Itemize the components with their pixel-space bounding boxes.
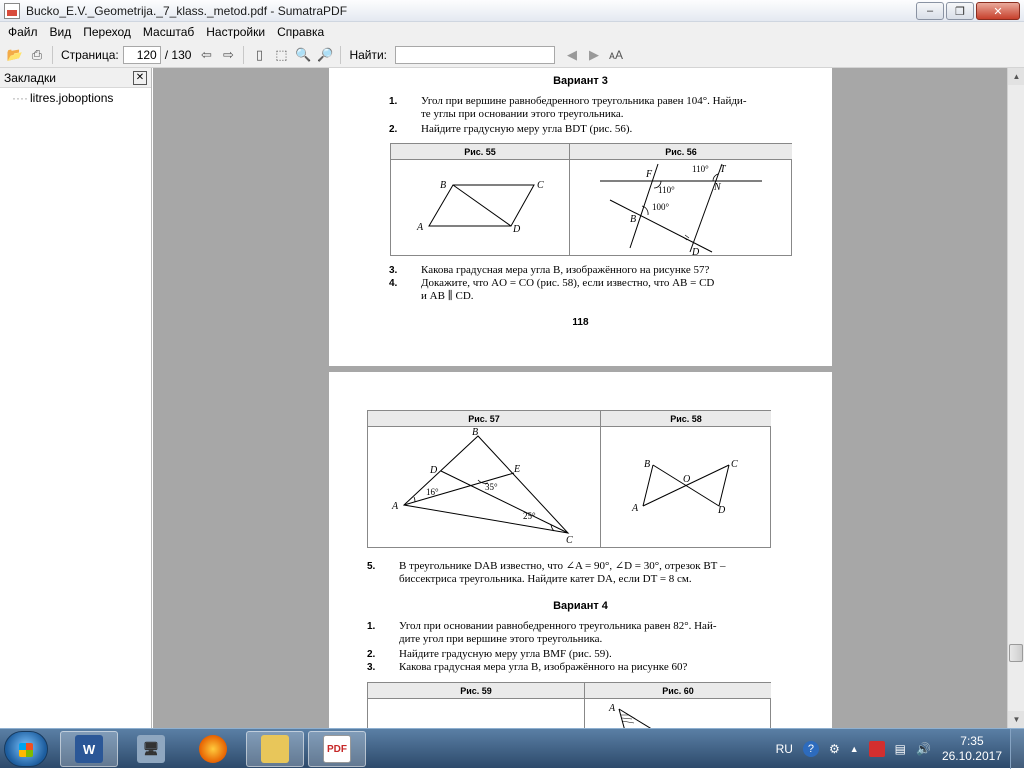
figure-56 (569, 144, 792, 255)
document-view[interactable] (153, 68, 1007, 728)
variant-4-heading: Вариант 4 (553, 600, 608, 612)
figure-caption: Рис. 58 (601, 411, 771, 427)
crossed-segments-diagram (601, 427, 772, 548)
taskbar-folder-button[interactable] (246, 731, 304, 767)
task-text: Какова градусная мера угла B, изображённого на рисунке 57? (421, 264, 710, 276)
angle-diagram (585, 699, 772, 728)
taskbar-word-button[interactable] (60, 731, 118, 767)
point-label-f: F (646, 169, 653, 180)
page-number: 118 (572, 317, 589, 328)
tree-line-icon: ···· (12, 91, 28, 105)
sidebar-title: Закладки (4, 70, 56, 85)
task-text: Найдите градусную меру угла BMF (рис. 59). (399, 648, 612, 660)
point-label-b: B (644, 459, 651, 470)
task-number: 4. (389, 278, 398, 289)
page-total: / 130 (164, 47, 192, 62)
zoom-in-icon[interactable]: 🔎 (317, 46, 334, 62)
window-title: Bucko_E.V._Geometrija._7_klass._metod.pdf - SumatraPDF (26, 3, 348, 18)
figure-caption: Рис. 56 (570, 144, 792, 160)
vertex-label-b: B (472, 427, 479, 438)
point-label-n: N (714, 182, 721, 193)
sumatra-app-icon (4, 3, 20, 19)
angle-label: 16° (426, 487, 439, 497)
task-text: Какова градусная мера угла B, изображённого на рисунке 60? (399, 661, 688, 673)
toolbar (0, 42, 1024, 68)
taskbar-computer-button[interactable] (122, 731, 180, 767)
antivirus-icon[interactable] (869, 741, 885, 757)
task-item (367, 648, 807, 662)
toolbar-divider (243, 46, 244, 64)
explorer-pc-icon: 🖥 (137, 735, 165, 763)
point-label-c: C (731, 459, 738, 470)
find-label: Найти: (349, 47, 388, 62)
menu-help[interactable]: Справка (277, 25, 325, 39)
open-file-icon[interactable]: 📂 (6, 46, 24, 62)
vertex-label-c: C (537, 180, 544, 191)
angle-label: 100° (652, 202, 670, 212)
vertex-label-c: C (566, 535, 573, 546)
task-text: дите угол при вершине этого треугольника. (399, 633, 603, 645)
scroll-thumb[interactable] (1009, 644, 1023, 662)
folder-icon (261, 735, 289, 763)
windows-taskbar (0, 728, 1024, 768)
minimize-button[interactable]: – (916, 2, 944, 20)
clock-time: 7:35 (960, 734, 984, 748)
language-indicator[interactable]: RU (775, 742, 793, 756)
show-desktop-button[interactable] (1010, 729, 1024, 769)
task-text: биссектриса треугольника. Найдите катет DA, если DT = 8 см. (399, 573, 692, 585)
task-text: Найдите градусную меру угла BDT (рис. 56). (421, 123, 633, 135)
vertex-label-a: A (392, 501, 399, 512)
clock-date: 26.10.2017 (941, 749, 1002, 763)
bookmark-item[interactable] (0, 88, 151, 105)
task-text: В треугольнике DAB известно, что ∠A = 90°, ∠D = 30°, отрезок BT – (399, 560, 726, 572)
figure-caption: Рис. 59 (368, 683, 584, 699)
transversal-lines-diagram (570, 160, 793, 256)
bookmark-label: litres.joboptions (29, 91, 114, 105)
figure-table (367, 682, 771, 728)
system-tray (771, 729, 1024, 769)
taskbar-sumatra-button[interactable] (308, 731, 366, 767)
task-text: те углы при основании этого треугольника. (421, 108, 624, 120)
task-item (367, 620, 807, 648)
fit-width-icon[interactable]: ⬚ (275, 46, 288, 62)
vertex-label-e: E (514, 464, 521, 475)
pdf-page-119 (329, 372, 832, 728)
vertical-scrollbar[interactable] (1007, 68, 1024, 728)
point-label-o: O (683, 474, 691, 485)
menu-file[interactable]: Файл (8, 25, 38, 39)
fit-page-icon[interactable]: ▯ (255, 46, 264, 62)
find-next-icon[interactable]: ▶ (589, 46, 600, 62)
point-label-a: A (632, 503, 639, 514)
toolbar-divider (340, 46, 341, 64)
zoom-out-icon[interactable]: 🔍 (295, 46, 312, 62)
pdf-page-118 (329, 68, 832, 366)
task-item (367, 661, 807, 675)
scroll-down-icon[interactable]: ▼ (1008, 711, 1024, 728)
point-label-a: A (609, 703, 616, 714)
word-icon: W (75, 735, 103, 763)
find-prev-icon[interactable]: ◀ (567, 46, 578, 62)
task-item (389, 95, 809, 123)
figure-table (367, 410, 771, 548)
vertex-label-b: B (440, 180, 447, 191)
point-label-b: B (630, 214, 637, 225)
window-controls (916, 2, 1020, 20)
parallelogram-diagram (391, 160, 569, 256)
figure-58 (600, 411, 771, 547)
menu-view[interactable]: Вид (49, 25, 72, 39)
maximize-button[interactable]: ❐ (946, 2, 974, 20)
taskbar-firefox-button[interactable] (184, 731, 242, 767)
triangle-abc-diagram (368, 427, 600, 548)
page-number-input[interactable]: 120 (123, 46, 161, 64)
point-label-d: D (718, 505, 726, 516)
task-text: Угол при основании равнобедренного треугольника равен 82°. Най- (399, 620, 717, 632)
prev-page-icon[interactable]: ⇦ (200, 46, 212, 62)
menu-zoom[interactable]: Масштаб (142, 25, 195, 39)
vertex-label-d: D (513, 224, 521, 235)
variant-3-heading: Вариант 3 (553, 75, 608, 87)
match-case-icon[interactable]: ᴀA (609, 47, 623, 62)
figure-caption: Рис. 55 (391, 144, 569, 160)
sidebar-header (0, 68, 151, 88)
angle-label: 35° (485, 482, 498, 492)
figure-table (390, 143, 792, 256)
find-input[interactable] (395, 46, 555, 64)
angle-label: 110° (692, 164, 709, 174)
task-item (389, 264, 809, 278)
task-number: 3. (367, 662, 376, 673)
start-button[interactable] (4, 731, 48, 767)
close-sidebar-icon[interactable]: ✕ (133, 71, 147, 85)
figure-55 (391, 144, 569, 255)
task-item (367, 560, 807, 588)
angle-label: 110° (658, 185, 675, 195)
task-number: 2. (389, 124, 398, 135)
settings-icon[interactable]: ⚙ (828, 742, 840, 756)
figure-57 (368, 411, 600, 547)
angle-label: 25° (523, 511, 536, 521)
show-hidden-icons-icon[interactable]: ▲ (849, 744, 859, 754)
figure-60 (584, 683, 771, 728)
task-item (389, 123, 809, 137)
close-button[interactable]: ✕ (976, 2, 1020, 20)
toolbar-divider (52, 46, 53, 64)
network-icon[interactable]: ▤ (894, 742, 906, 756)
help-icon[interactable]: ? (803, 741, 819, 757)
point-label-d: D (692, 247, 700, 256)
print-icon[interactable]: ⎙ (31, 46, 43, 62)
point-label-t: T (720, 164, 726, 175)
task-text: Угол при вершине равнобедренного треугольника равен 104°. Найди- (421, 95, 747, 107)
vertex-label-d: D (430, 465, 438, 476)
bookmarks-sidebar (0, 68, 152, 728)
task-number: 2. (367, 649, 376, 660)
menu-settings[interactable]: Настройки (206, 25, 266, 39)
task-number: 1. (389, 96, 398, 107)
task-item (389, 277, 809, 305)
volume-icon[interactable]: 🔊 (915, 742, 931, 756)
title-bar (0, 0, 1024, 22)
menu-bar (0, 22, 1024, 42)
firefox-icon (199, 735, 227, 763)
figure-caption: Рис. 60 (585, 683, 771, 699)
task-number: 1. (367, 621, 376, 632)
vertex-label-a: A (417, 222, 424, 233)
figure-59 (368, 683, 584, 728)
task-text: Докажите, что AO = CO (рис. 58), если известно, что AB = CD (421, 277, 715, 289)
next-page-icon[interactable]: ⇨ (222, 46, 234, 62)
task-text: и AB ∥ CD. (421, 290, 474, 302)
pdf-icon: PDF (323, 735, 351, 763)
task-number: 3. (389, 265, 398, 276)
page-label: Страница: (61, 47, 119, 62)
scroll-up-icon[interactable]: ▲ (1008, 68, 1024, 85)
figure-caption: Рис. 57 (368, 411, 600, 427)
clock[interactable] (942, 734, 1002, 764)
task-number: 5. (367, 561, 376, 572)
menu-go[interactable]: Переход (83, 25, 131, 39)
